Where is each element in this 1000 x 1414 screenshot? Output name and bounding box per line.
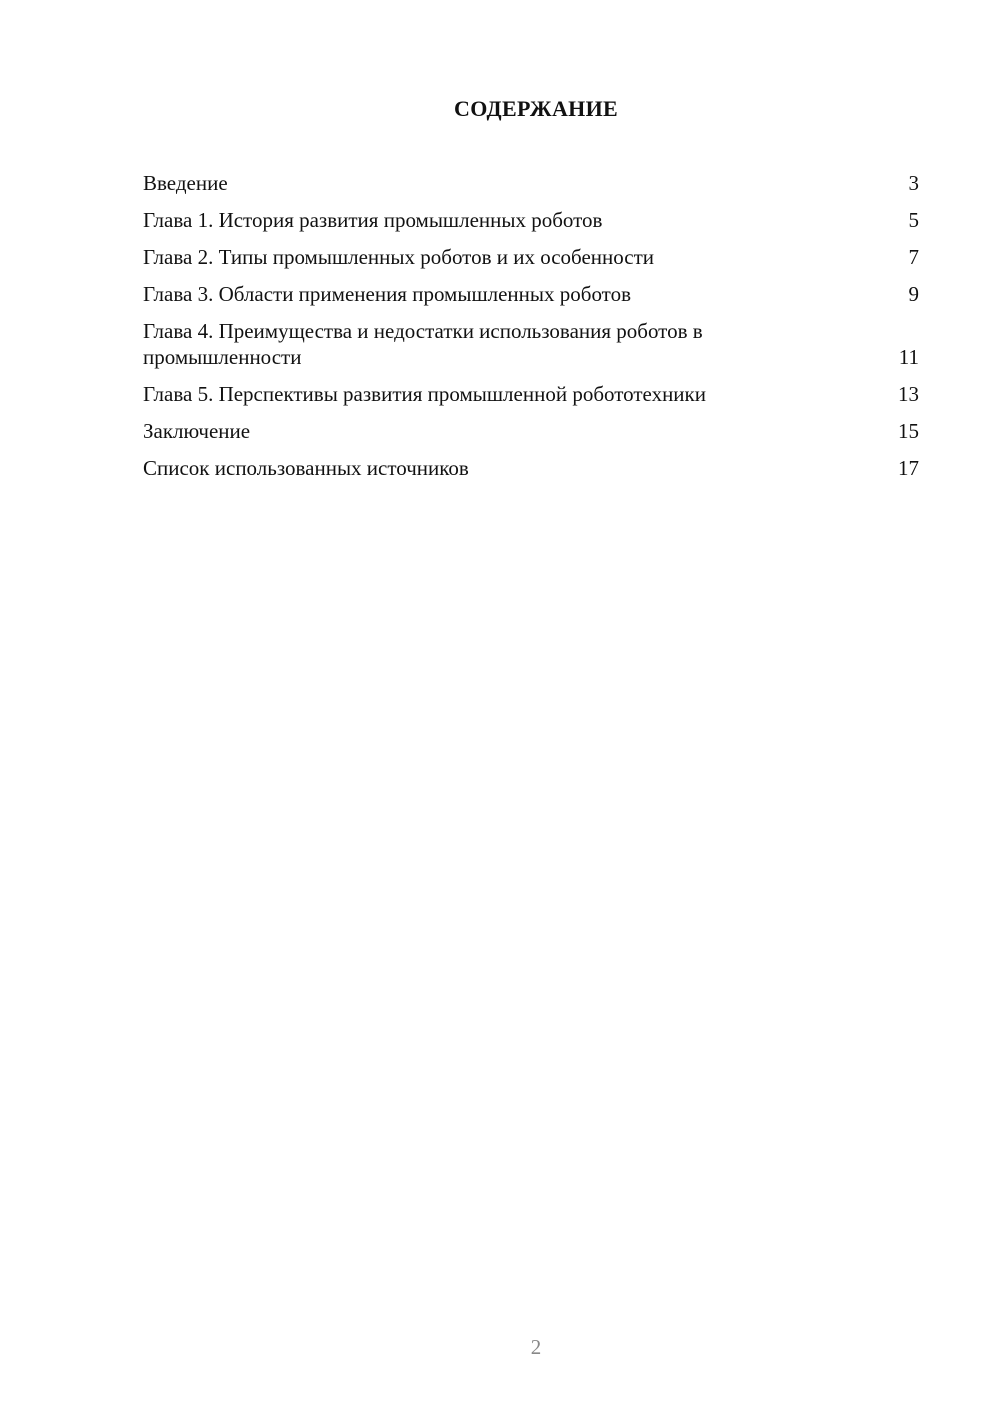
toc-item-text: Глава 2. Типы промышленных роботов и их особенности [143,245,655,269]
toc-item-text-line: промышленности [143,345,302,369]
toc-item-page: 11 [898,345,919,369]
toc-item-text: Глава 5. Перспективы развития промышленной робототехники [143,382,706,406]
toc-item-page: 13 [898,382,919,406]
toc-item-text: Заключение [143,419,251,443]
toc-item-text: Глава 1. История развития промышленных роботов [143,208,603,232]
toc-item-page: 5 [908,208,919,232]
toc-item-page: 17 [898,456,919,480]
page-number: 2 [530,1335,542,1359]
toc-item [143,418,919,444]
toc-item [143,381,919,407]
toc-item-text: Список использованных источников [143,456,469,480]
toc-item-page: 9 [908,282,919,306]
toc-item-text: Введение [143,171,228,195]
toc-item-text [143,318,889,370]
toc-item [143,455,919,481]
page-title: СОДЕРЖАНИЕ [454,96,618,121]
toc-item [143,281,919,307]
toc-item [143,207,919,233]
table-of-contents [143,170,919,492]
toc-item [143,244,919,270]
toc-item [143,318,919,370]
toc-item-page: 7 [908,245,919,269]
toc-item-text: Глава 3. Области применения промышленных роботов [143,282,631,306]
toc-item-page: 15 [898,419,919,443]
toc-item [143,170,919,196]
toc-item-text-line: Глава 4. Преимущества и недостатки использования роботов в [143,319,703,343]
toc-item-page: 3 [908,171,919,195]
